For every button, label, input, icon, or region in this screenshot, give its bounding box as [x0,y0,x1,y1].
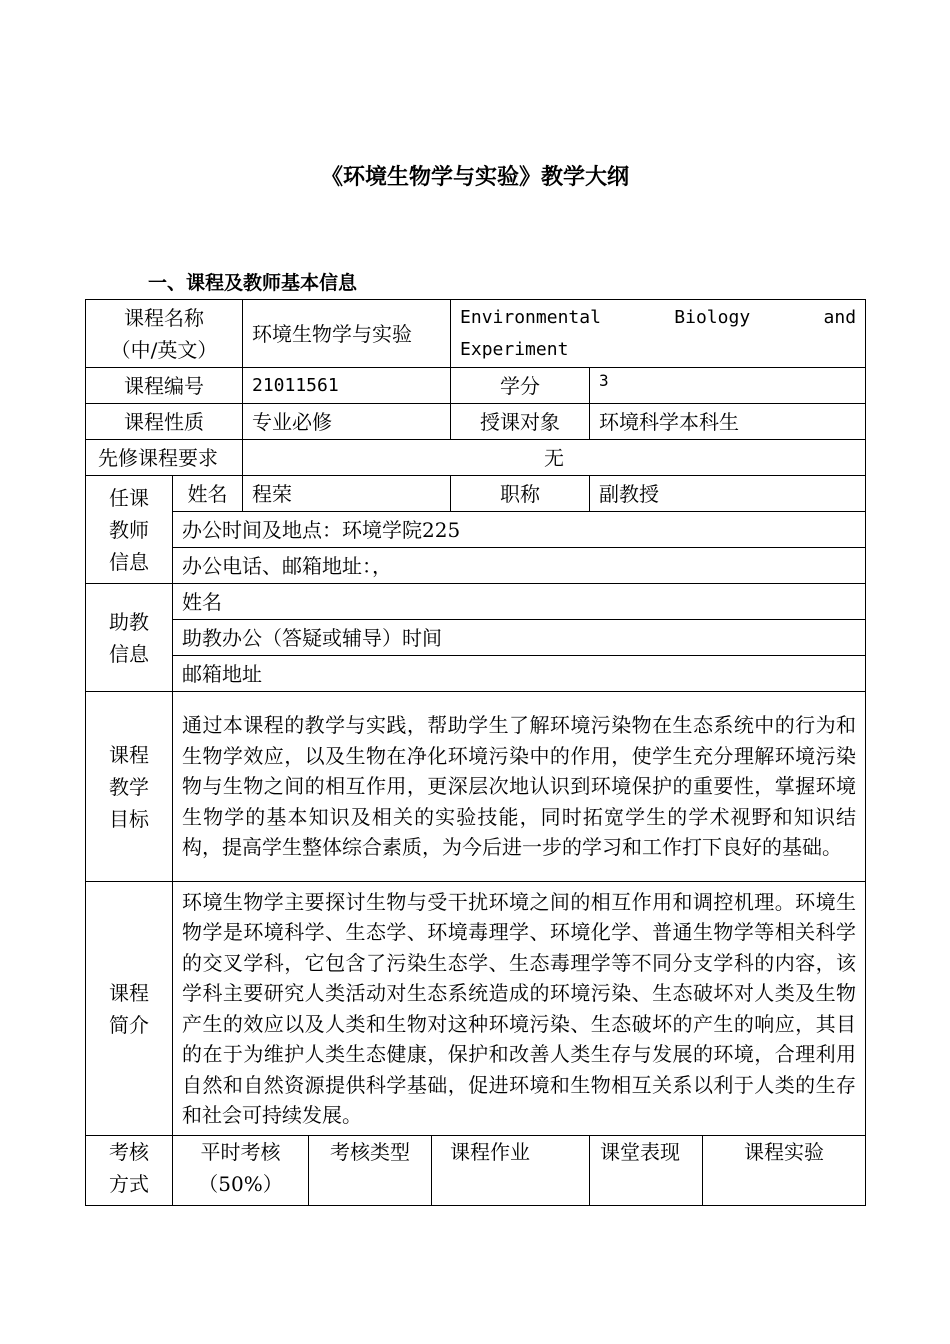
objective-label: 课程 教学 目标 [86,692,173,882]
section-heading: 一、课程及教师基本信息 [148,272,358,294]
course-name-en: Environmental Biology and Experiment [451,300,866,368]
ta-name-row [86,584,866,620]
office-hours: 办公时间及地点：环境学院225 [173,512,866,548]
teacher-rank: 副教授 [590,476,866,512]
intro-label: 课程 简介 [86,882,173,1136]
ta-email: 邮箱地址 [173,656,866,692]
course-experiment: 课程实验 [703,1136,866,1206]
regular-assessment: 平时考核 （50%） [173,1136,309,1206]
prereq-row [86,440,866,476]
intro-text: 环境生物学主要探讨生物与受干扰环境之间的相互作用和调控机理。环境生物学是环境科学、生态学、环境毒理学、环境化学、普通生物学等相关科学的交叉学科，它包含了污染生态学、生态毒理学等不同分支学科的内容，该学科主要研究人类活动对生态系统造成的环境污染、生态破坏对人类及生物产生的效应以及人类和生物对这种环境污染、生态破坏的产生的响应，其目的在于为维护人类生态健康，保护和改善人类生存与发展的环境，合理利用自然和自然资源提供科学基础，促进环境和生物相互关系以利于人类的生存和社会可持续发展。 [173,882,866,1136]
intro-row [86,882,866,1136]
homework: 课程作业 [432,1136,590,1206]
course-type: 专业必修 [243,404,451,440]
course-name-label: 课程名称 （中/英文） [86,300,243,368]
teacher-name-label: 姓名 [173,476,243,512]
credit-label: 学分 [451,368,590,404]
office-contact-row [86,548,866,584]
course-name-cn: 环境生物学与实验 [243,300,451,368]
teacher-rank-label: 职称 [451,476,590,512]
course-code: 21011561 [243,368,451,404]
assessment-row [86,1136,866,1206]
course-code-row [86,368,866,404]
ta-hours-row [86,620,866,656]
assessment-label: 考核 方式 [86,1136,173,1206]
course-info-table [85,299,866,1206]
office-hours-row [86,512,866,548]
audience: 环境科学本科生 [590,404,866,440]
course-code-label: 课程编号 [86,368,243,404]
page-title: 《环境生物学与实验》教学大纲 [320,165,629,190]
office-contact: 办公电话、邮箱地址：， [173,548,866,584]
credit-value: 3 [590,368,866,404]
assessment-type: 考核类型 [309,1136,432,1206]
objective-text: 通过本课程的教学与实践，帮助学生了解环境污染物在生态系统中的行为和生物学效应，以及生物在净化环境污染中的作用，使学生充分理解环境污染物与生物之间的相互作用，更深层次地认识到环境保护的重要性，掌握环境生物学的基本知识及相关的实验技能，同时拓宽学生的学术视野和知识结构，提高学生整体综合素质，为今后进一步的学习和工作打下良好的基础。 [173,692,866,882]
prereq-label: 先修课程要求 [86,440,243,476]
course-type-label: 课程性质 [86,404,243,440]
ta-email-row [86,656,866,692]
audience-label: 授课对象 [451,404,590,440]
ta-info-label: 助教 信息 [86,584,173,692]
class-performance: 课堂表现 [590,1136,703,1206]
ta-name: 姓名 [173,584,866,620]
course-name-row [86,300,866,368]
objective-row [86,692,866,882]
ta-hours: 助教办公（答疑或辅导）时间 [173,620,866,656]
teacher-name-row [86,476,866,512]
teacher-name: 程荣 [243,476,451,512]
prereq-value: 无 [243,440,866,476]
teacher-info-label: 任课 教师 信息 [86,476,173,584]
course-type-row [86,404,866,440]
